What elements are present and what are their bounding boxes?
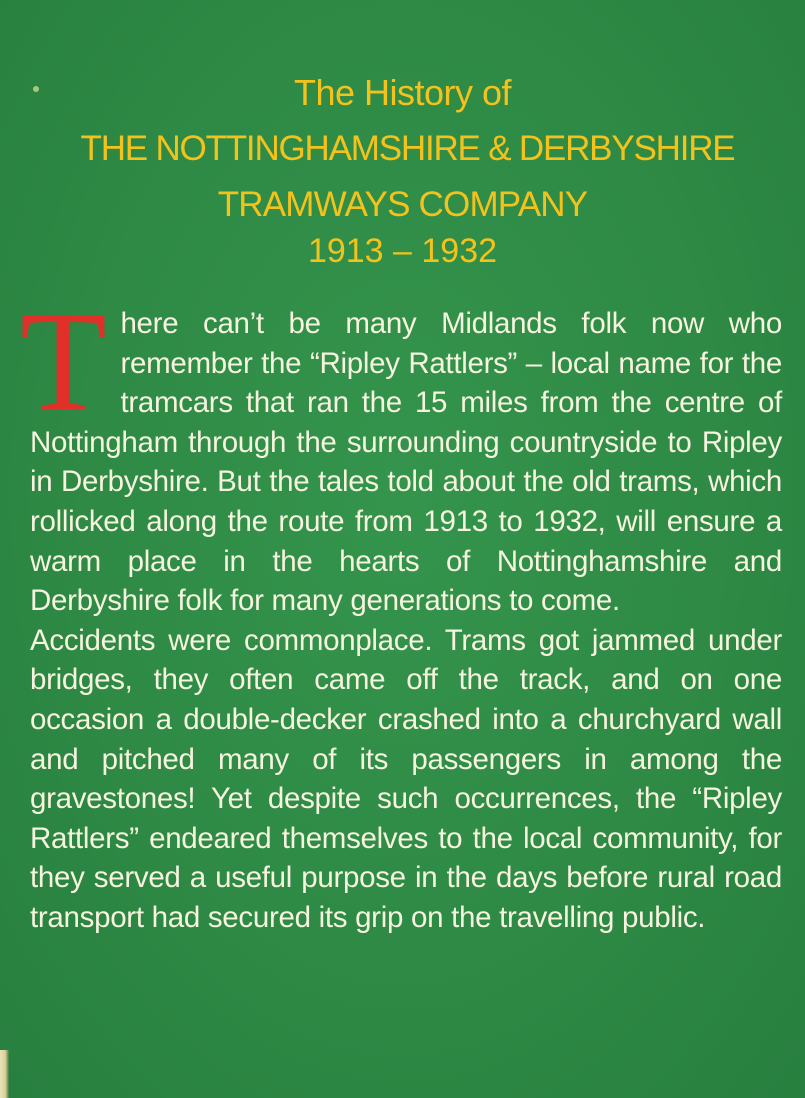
dropcap-letter: T xyxy=(20,282,107,440)
title-block xyxy=(0,70,805,271)
blurb-paragraph-1 xyxy=(20,282,782,621)
blurb-text xyxy=(20,282,782,938)
title-date-range: 1913 – 1932 xyxy=(307,232,498,270)
title-company-type: TRAMWAYS COMPANY xyxy=(217,185,588,224)
title-company-name: THE NOTTINGHAMSHIRE & DERBYSHIRE xyxy=(80,129,735,168)
cover-edge-wear xyxy=(0,1050,9,1098)
blurb-paragraph-2: Accidents were commonplace. Trams got jammed under bridges, they often came off the track, and on one occasion a double-decker crashed into a churchyard wall and pitched many of its passengers in among the gravestones! Yet despite such occurrences, the “Ripley Rattlers” endeared themselves to the local community, for they served a useful purpose in the days before rural road transport had secured its grip on the travelling public. xyxy=(30,623,782,934)
title-intro: The History of xyxy=(293,72,512,113)
paragraph-1-text: here can’t be many Midlands folk now who remember the “Ripley Rattlers” – local name for the tramcars that ran the 15 miles from the centre of Nottingham through the surrounding countryside to Ripley in Derbyshire. But the tales told about the old trams, which rollicked along the route from 1913 to 1932, will ensure a warm place in the hearts of Nottinghamshire and Derbyshire folk for many generations to come. xyxy=(30,307,782,618)
